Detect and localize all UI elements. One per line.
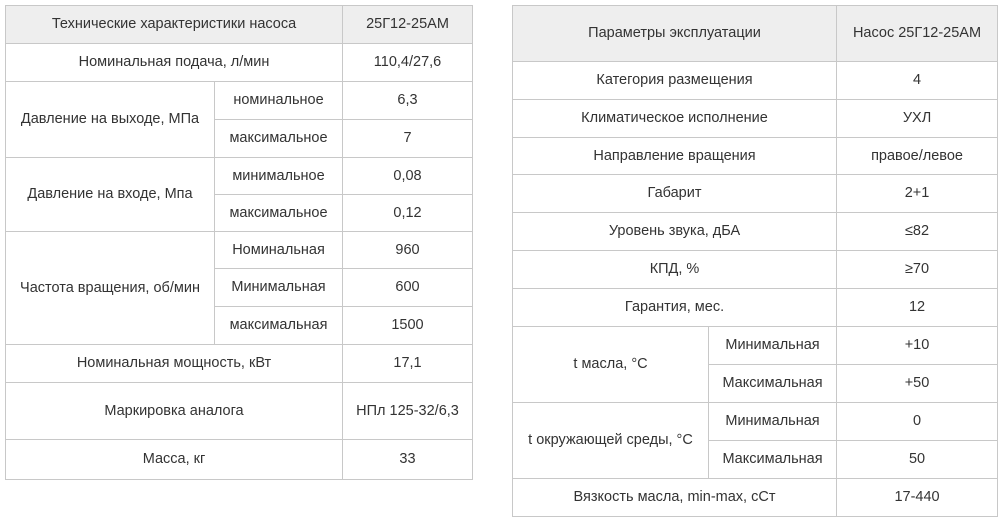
- inlet-pressure-max-label: максимальное: [215, 195, 343, 232]
- table-row: [513, 213, 998, 251]
- rotation-direction-value: правое/левое: [837, 138, 998, 175]
- table-header-row: [513, 6, 998, 62]
- outlet-pressure-max-value: 7: [343, 120, 473, 158]
- sound-level-value: ≤82: [837, 213, 998, 251]
- rotation-speed-min-value: 600: [343, 269, 473, 307]
- oil-temp-label: t масла, °C: [513, 327, 709, 403]
- warranty-value: 12: [837, 289, 998, 327]
- ambient-temp-min-value: 0: [837, 403, 998, 441]
- table-row: [513, 62, 998, 100]
- oil-temp-min-value: +10: [837, 327, 998, 365]
- pump-specs-table: [5, 5, 473, 480]
- ambient-temp-max-value: 50: [837, 441, 998, 479]
- operation-params-table: [512, 5, 998, 517]
- table-row: [513, 327, 998, 365]
- analog-marking-value: НПл 125-32/6,3: [343, 383, 473, 440]
- table-header-row: [6, 6, 473, 44]
- inlet-pressure-min-label: минимальное: [215, 158, 343, 195]
- rotation-speed-min-label: Минимальная: [215, 269, 343, 307]
- climatic-version-value: УХЛ: [837, 100, 998, 138]
- table-row: [513, 100, 998, 138]
- outlet-pressure-nominal-label: номинальное: [215, 82, 343, 120]
- oil-temp-max-label: Максимальная: [709, 365, 837, 403]
- table-row: [6, 232, 473, 269]
- nominal-flow-value: 110,4/27,6: [343, 44, 473, 82]
- inlet-pressure-min-value: 0,08: [343, 158, 473, 195]
- dimension-value: 2+1: [837, 175, 998, 213]
- header-param: Технические характеристики насоса: [6, 6, 343, 44]
- outlet-pressure-nominal-value: 6,3: [343, 82, 473, 120]
- table-row: [6, 82, 473, 120]
- efficiency-label: КПД, %: [513, 251, 837, 289]
- placement-category-label: Категория размещения: [513, 62, 837, 100]
- table-row: [6, 44, 473, 82]
- warranty-label: Гарантия, мес.: [513, 289, 837, 327]
- table-row: [513, 479, 998, 517]
- nominal-power-value: 17,1: [343, 345, 473, 383]
- header-param: Параметры эксплуатации: [513, 6, 837, 62]
- oil-temp-min-label: Минимальная: [709, 327, 837, 365]
- ambient-temp-max-label: Максимальная: [709, 441, 837, 479]
- header-value: 25Г12-25АМ: [343, 6, 473, 44]
- table-row: [513, 289, 998, 327]
- oil-viscosity-label: Вязкость масла, min-max, сСт: [513, 479, 837, 517]
- ambient-temp-min-label: Минимальная: [709, 403, 837, 441]
- analog-marking-label: Маркировка аналога: [6, 383, 343, 440]
- oil-viscosity-value: 17-440: [837, 479, 998, 517]
- mass-value: 33: [343, 440, 473, 480]
- rotation-speed-max-label: максимальная: [215, 307, 343, 345]
- table-row: [6, 383, 473, 440]
- table-row: [6, 440, 473, 480]
- table-row: [513, 403, 998, 441]
- table-row: [6, 158, 473, 195]
- inlet-pressure-label: Давление на входе, Мпа: [6, 158, 215, 232]
- table-row: [513, 251, 998, 289]
- oil-temp-max-value: +50: [837, 365, 998, 403]
- rotation-speed-nominal-label: Номинальная: [215, 232, 343, 269]
- inlet-pressure-max-value: 0,12: [343, 195, 473, 232]
- nominal-flow-label: Номинальная подача, л/мин: [6, 44, 343, 82]
- table-row: [513, 175, 998, 213]
- rotation-speed-max-value: 1500: [343, 307, 473, 345]
- rotation-direction-label: Направление вращения: [513, 138, 837, 175]
- placement-category-value: 4: [837, 62, 998, 100]
- table-row: [6, 345, 473, 383]
- dimension-label: Габарит: [513, 175, 837, 213]
- mass-label: Масса, кг: [6, 440, 343, 480]
- efficiency-value: ≥70: [837, 251, 998, 289]
- climatic-version-label: Климатическое исполнение: [513, 100, 837, 138]
- outlet-pressure-label: Давление на выходе, МПа: [6, 82, 215, 158]
- outlet-pressure-max-label: максимальное: [215, 120, 343, 158]
- ambient-temp-label: t окружающей среды, °C: [513, 403, 709, 479]
- nominal-power-label: Номинальная мощность, кВт: [6, 345, 343, 383]
- table-row: [513, 138, 998, 175]
- rotation-speed-nominal-value: 960: [343, 232, 473, 269]
- sound-level-label: Уровень звука, дБА: [513, 213, 837, 251]
- header-value: Насос 25Г12-25АМ: [837, 6, 998, 62]
- rotation-speed-label: Частота вращения, об/мин: [6, 232, 215, 345]
